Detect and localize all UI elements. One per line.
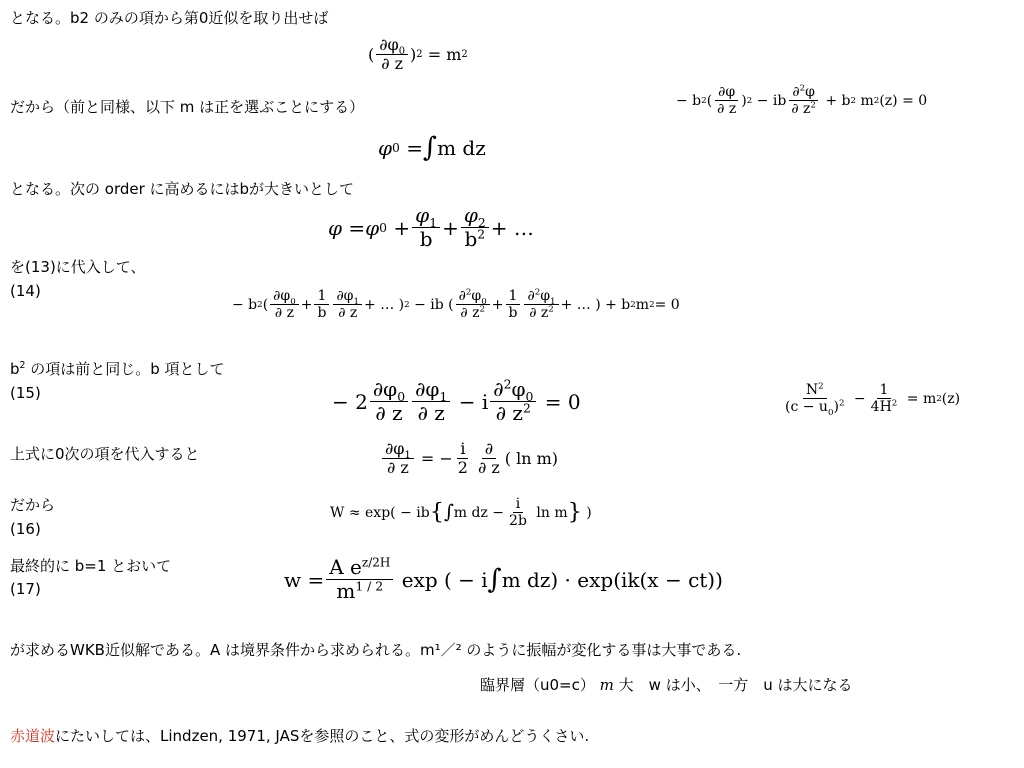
text-line-14: 臨界層（u0=c） m 大 w は小、 一方 u は大になる: [480, 676, 853, 694]
text-line-3: となる。次の order に高めるにはbが大きいとして: [10, 180, 355, 198]
text-line-2: だから（前と同様、以下 m は正を選ぶことにする）: [10, 98, 365, 116]
equation-right-n2: $N^2$ $(c - u_0)^2$ − 1 $4H^2$ = m 2 (z): [785, 381, 961, 418]
text-line-8: 上式に0次の項を代入すると: [10, 445, 200, 463]
equation-phi0-integral: φ 0 = ∫ m dz: [378, 132, 486, 163]
equatorial-wave-label: 赤道波: [10, 727, 56, 745]
eq-number-14: (14): [10, 282, 41, 300]
text-line-4: を(13)に代入して、: [10, 258, 146, 276]
equation-phi1-derivative: $\partial\varphi_1$ ∂ z = − i 2 ∂ ∂ z ( ln m): [380, 440, 558, 478]
text-line-1: となる。b2 のみの項から第0近似を取り出せば: [10, 9, 329, 27]
equation-right-top: − b 2 ( ∂φ ∂ z ) 2 − ib ∂$^2$φ ∂ $z^2$ + b 2 m 2 (z) = 0: [676, 83, 928, 118]
equation-zeroth-order: ( $\partial\varphi_0$ ∂ z ) 2 = m 2: [368, 35, 468, 74]
eq-number-16: (16): [10, 520, 41, 538]
text-line-13: が求めるWKB近似解である。A は境界条件から求められる。m¹／² のように振幅が変化する事は大事である.: [10, 641, 742, 659]
text-line-9: だから: [10, 496, 56, 514]
eq-number-15: (15): [10, 384, 41, 402]
text-line-11: 最終的に b=1 とおいて: [10, 557, 172, 575]
text-line-6: $b^2$ の項は前と同じ。b 項として: [10, 360, 225, 378]
equation-16: W ≈ exp( − ib { ∫ m dz − i 2b ln m } ): [330, 496, 592, 530]
equation-14: − b 2 ( $\partial\varphi_0$ ∂ z + 1 b $\partial\varphi_1$ ∂ z + … ) 2 − ib ( $\partial^2\varphi_0$ ∂ $z^2$ + 1 b $\partial^2\varphi_1$ ∂ $z^2$ + … ) + b 2 m 2 = 0: [232, 287, 680, 322]
equation-15: − 2 $\partial\varphi_0$ ∂ z $\partial\varphi_1$ ∂ z − i $\partial^2\varphi_0$ ∂ $z^2$ = 0: [332, 376, 581, 425]
eq-number-17: (17): [10, 580, 41, 598]
equation-phi-expansion: φ = φ 0 + $\varphi_1$ b + $\varphi_2$ $b^2$ + …: [328, 203, 534, 251]
equation-17: w = A $e^{z/2H}$ $m^{1 / 2}$ exp ( − i ∫ m dz) · exp(ik(x − ct)): [284, 555, 723, 603]
text-line-15: 赤道波にたいしては、Lindzen, 1971, JASを参照のこと、式の変形がめんどうくさい.: [10, 727, 590, 745]
